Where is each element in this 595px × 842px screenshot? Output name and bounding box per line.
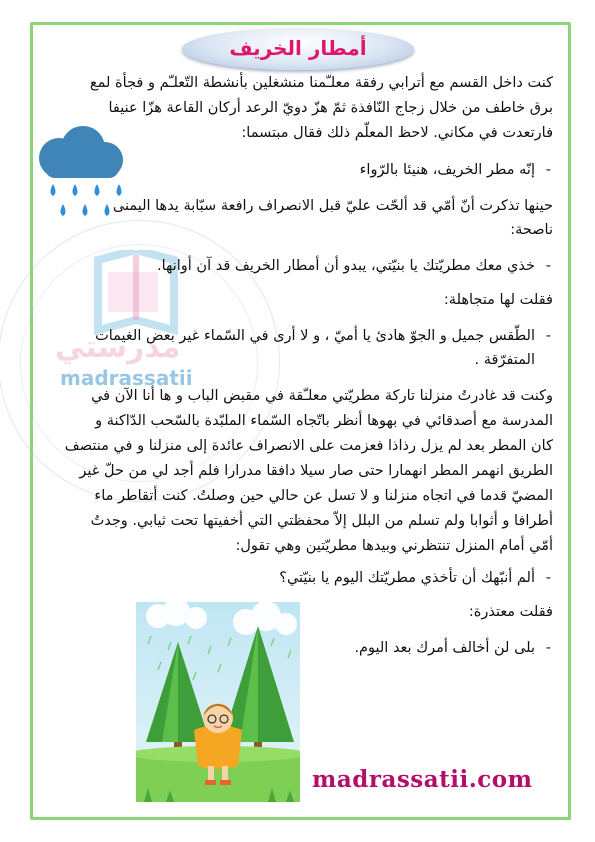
dash: - <box>545 570 551 586</box>
dialogue-2: خذي معك مطريّتك يا بنيّتي، يبدو أن أمطار الخريف قد آن أوانها. <box>157 258 535 274</box>
paragraph-5: فقلت معتذرة: <box>468 604 553 620</box>
paragraph-4-line-6: أطرافا و أثوابا ولم تسلم من البلل إلاّ محفظتي التي أخفيتها تحت ثيابي. وجدتُ <box>90 513 553 529</box>
paragraph-1-line-1: كنت داخل القسم مع أترابي رفقة معلـّمنا منشغلين بأنشطة التّعلـّم و فجأة لمع <box>89 75 553 91</box>
page-title: أمطار الخريف <box>229 36 367 60</box>
paragraph-2-line-1: حينها تذكرت أنّ أمّي قد ألحّت عليّ قبل الانصراف رافعة سبّابة يدها اليمنى <box>112 198 553 214</box>
dialogue-4: ألم أنبّهك أن تأخذي مطريّتك اليوم يا بنيّتي؟ <box>279 570 535 586</box>
paragraph-4-line-7: أمّي أمام المنزل تنتظرني وبيدها مطريّتين وهي تقول: <box>235 538 553 554</box>
paragraph-1-line-2: برق خاطف من خلال زجاج النّافذة ثمّ هزّ دويّ الرعد أركان القاعة هزّا عنيفا <box>108 100 553 116</box>
paragraph-4-line-3: كان المطر بعد لم يزل رذاذا فعزمت على الانصراف عائدة إلى منزلنا و في منتصف <box>64 438 553 454</box>
dialogue-5: بلى لن أخالف أمرك بعد اليوم. <box>354 640 535 656</box>
dialogue-3-line-1: الطّقس جميل و الجوّ هادئ يا أميّ ، و لا أرى في السّماء غير بعض الغيمات <box>95 328 535 344</box>
footer-brand[interactable]: madrassatii.com <box>312 766 533 793</box>
rain-illustration <box>136 602 300 802</box>
dash: - <box>545 640 551 656</box>
watermark-latin: madrassatii <box>60 366 193 390</box>
paragraph-4-line-1: وكنت قد غادرتُ منزلنا تاركة مطريّتي معلـّقة في مقبض الباب و ها أنا الآن في <box>91 388 553 404</box>
dialogue-3-line-2: المتفرّقة . <box>474 352 535 368</box>
dash: - <box>545 258 551 274</box>
paragraph-3: فقلت لها متجاهلة: <box>443 292 553 308</box>
paragraph-1-line-3: فارتعدت في مكاني. لاحظ المعلّم ذلك فقال مبتسما: <box>241 125 553 141</box>
dash: - <box>545 162 551 178</box>
paragraph-4-line-4: الطريق انهمر المطر انهمارا حتى صار سيلا دافقا مدرارا فلم أجد لي من حلّ غير <box>79 463 553 479</box>
paragraph-2-line-2: ناصحة: <box>510 222 553 238</box>
dash: - <box>545 328 551 344</box>
watermark-arabic: مدرستي <box>55 330 181 365</box>
paragraph-4-line-5: المضيّ قدما في اتجاه منزلنا و لا تسل عن حالي حين وصلتُ. كنت أتقاطر ماء <box>94 488 553 504</box>
paragraph-4-line-2: المدرسة مع أصدقائي في بهوها أنظر باتّجاه السّماء الملبّدة بالسّحب الدّاكنة و <box>95 413 553 429</box>
dialogue-1: إنّه مطر الخريف، هنيئا بالرّواء <box>359 162 535 178</box>
